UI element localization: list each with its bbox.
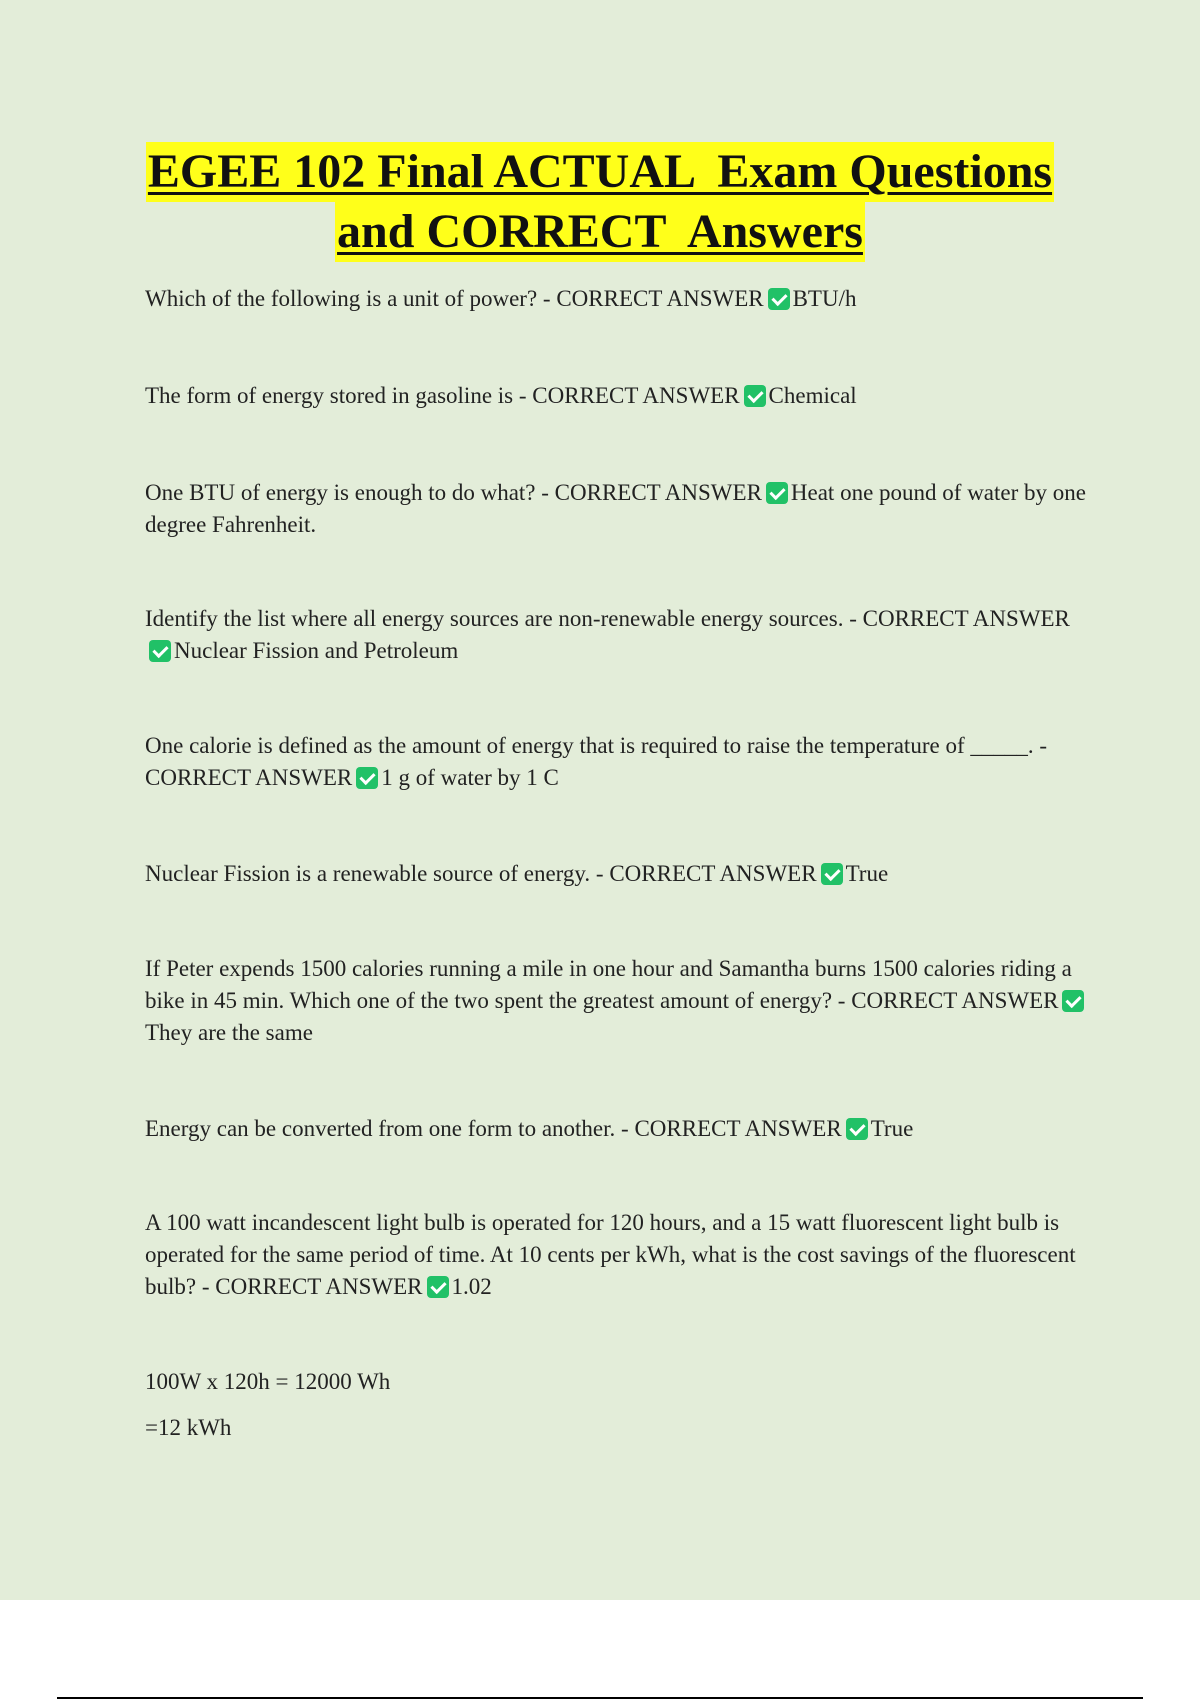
answer-marker: CORRECT ANSWER (145, 765, 353, 790)
answer-text: Heat one pound of water by one degree Fahrenheit. (145, 480, 1086, 537)
qa-item (145, 477, 1090, 541)
answer-marker: CORRECT ANSWER (215, 1274, 423, 1299)
calculation-line: 100W x 120h = 12000 Wh (145, 1369, 391, 1394)
answer-text: BTU/h (792, 286, 857, 311)
title-line-1: EGEE 102 Final ACTUAL Exam Questions (146, 142, 1054, 202)
check-mark-icon (149, 640, 171, 662)
document-title (0, 142, 1200, 262)
answer-text: True (870, 1116, 914, 1141)
question-text: Which of the following is a unit of power? - (145, 286, 557, 311)
answer-marker: CORRECT ANSWER (609, 861, 817, 886)
check-mark-icon (768, 288, 790, 310)
qa-item (145, 1207, 1090, 1303)
check-mark-icon (766, 482, 788, 504)
qa-item (145, 603, 1090, 667)
calculation-line: =12 kWh (145, 1415, 232, 1440)
check-mark-icon (356, 767, 378, 789)
answer-text: Nuclear Fission and Petroleum (174, 638, 459, 663)
question-text: Identify the list where all energy sources are non-renewable energy sources. - (145, 606, 863, 631)
qa-item (145, 858, 1090, 890)
qa-item (145, 1113, 1090, 1145)
answer-text: Chemical (768, 383, 857, 408)
qa-item (145, 953, 1090, 1049)
check-mark-icon (821, 863, 843, 885)
title-line-2: and CORRECT Answers (335, 202, 865, 262)
footer-divider (57, 1697, 1143, 1699)
question-text: The form of energy stored in gasoline is - (145, 383, 533, 408)
answer-marker: CORRECT ANSWER (532, 383, 740, 408)
check-mark-icon (846, 1118, 868, 1140)
question-text: One calorie is defined as the amount of energy that is required to raise the temperature of _____. - (145, 733, 1048, 758)
answer-marker: CORRECT ANSWER (851, 988, 1059, 1013)
check-mark-icon (1062, 990, 1084, 1012)
qa-item (145, 283, 1090, 315)
answer-text: True (845, 861, 889, 886)
qa-item (145, 380, 1090, 412)
answer-text: 1.02 (451, 1274, 492, 1299)
answer-marker: CORRECT ANSWER (634, 1116, 842, 1141)
answer-marker: CORRECT ANSWER (556, 286, 764, 311)
answer-text: They are the same (145, 1020, 313, 1045)
question-text: A 100 watt incandescent light bulb is operated for 120 hours, and a 15 watt fluorescent light bulb is operated for the same period of time. At 10 cents per kWh, what is the cost savings of the fluorescent bulb? - (145, 1210, 1076, 1299)
check-mark-icon (744, 385, 766, 407)
question-text: Nuclear Fission is a renewable source of energy. - (145, 861, 610, 886)
answer-marker: CORRECT ANSWER (862, 606, 1070, 631)
check-mark-icon (427, 1276, 449, 1298)
question-text: Energy can be converted from one form to another. - (145, 1116, 635, 1141)
qa-item (145, 730, 1090, 794)
question-text: If Peter expends 1500 calories running a mile in one hour and Samantha burns 1500 calories riding a bike in 45 min. Which one of the two spent the greatest amount of energy? - (145, 956, 1072, 1013)
question-text: One BTU of energy is enough to do what? - (145, 480, 555, 505)
answer-text: 1 g of water by 1 C (381, 765, 559, 790)
answer-marker: CORRECT ANSWER (554, 480, 762, 505)
